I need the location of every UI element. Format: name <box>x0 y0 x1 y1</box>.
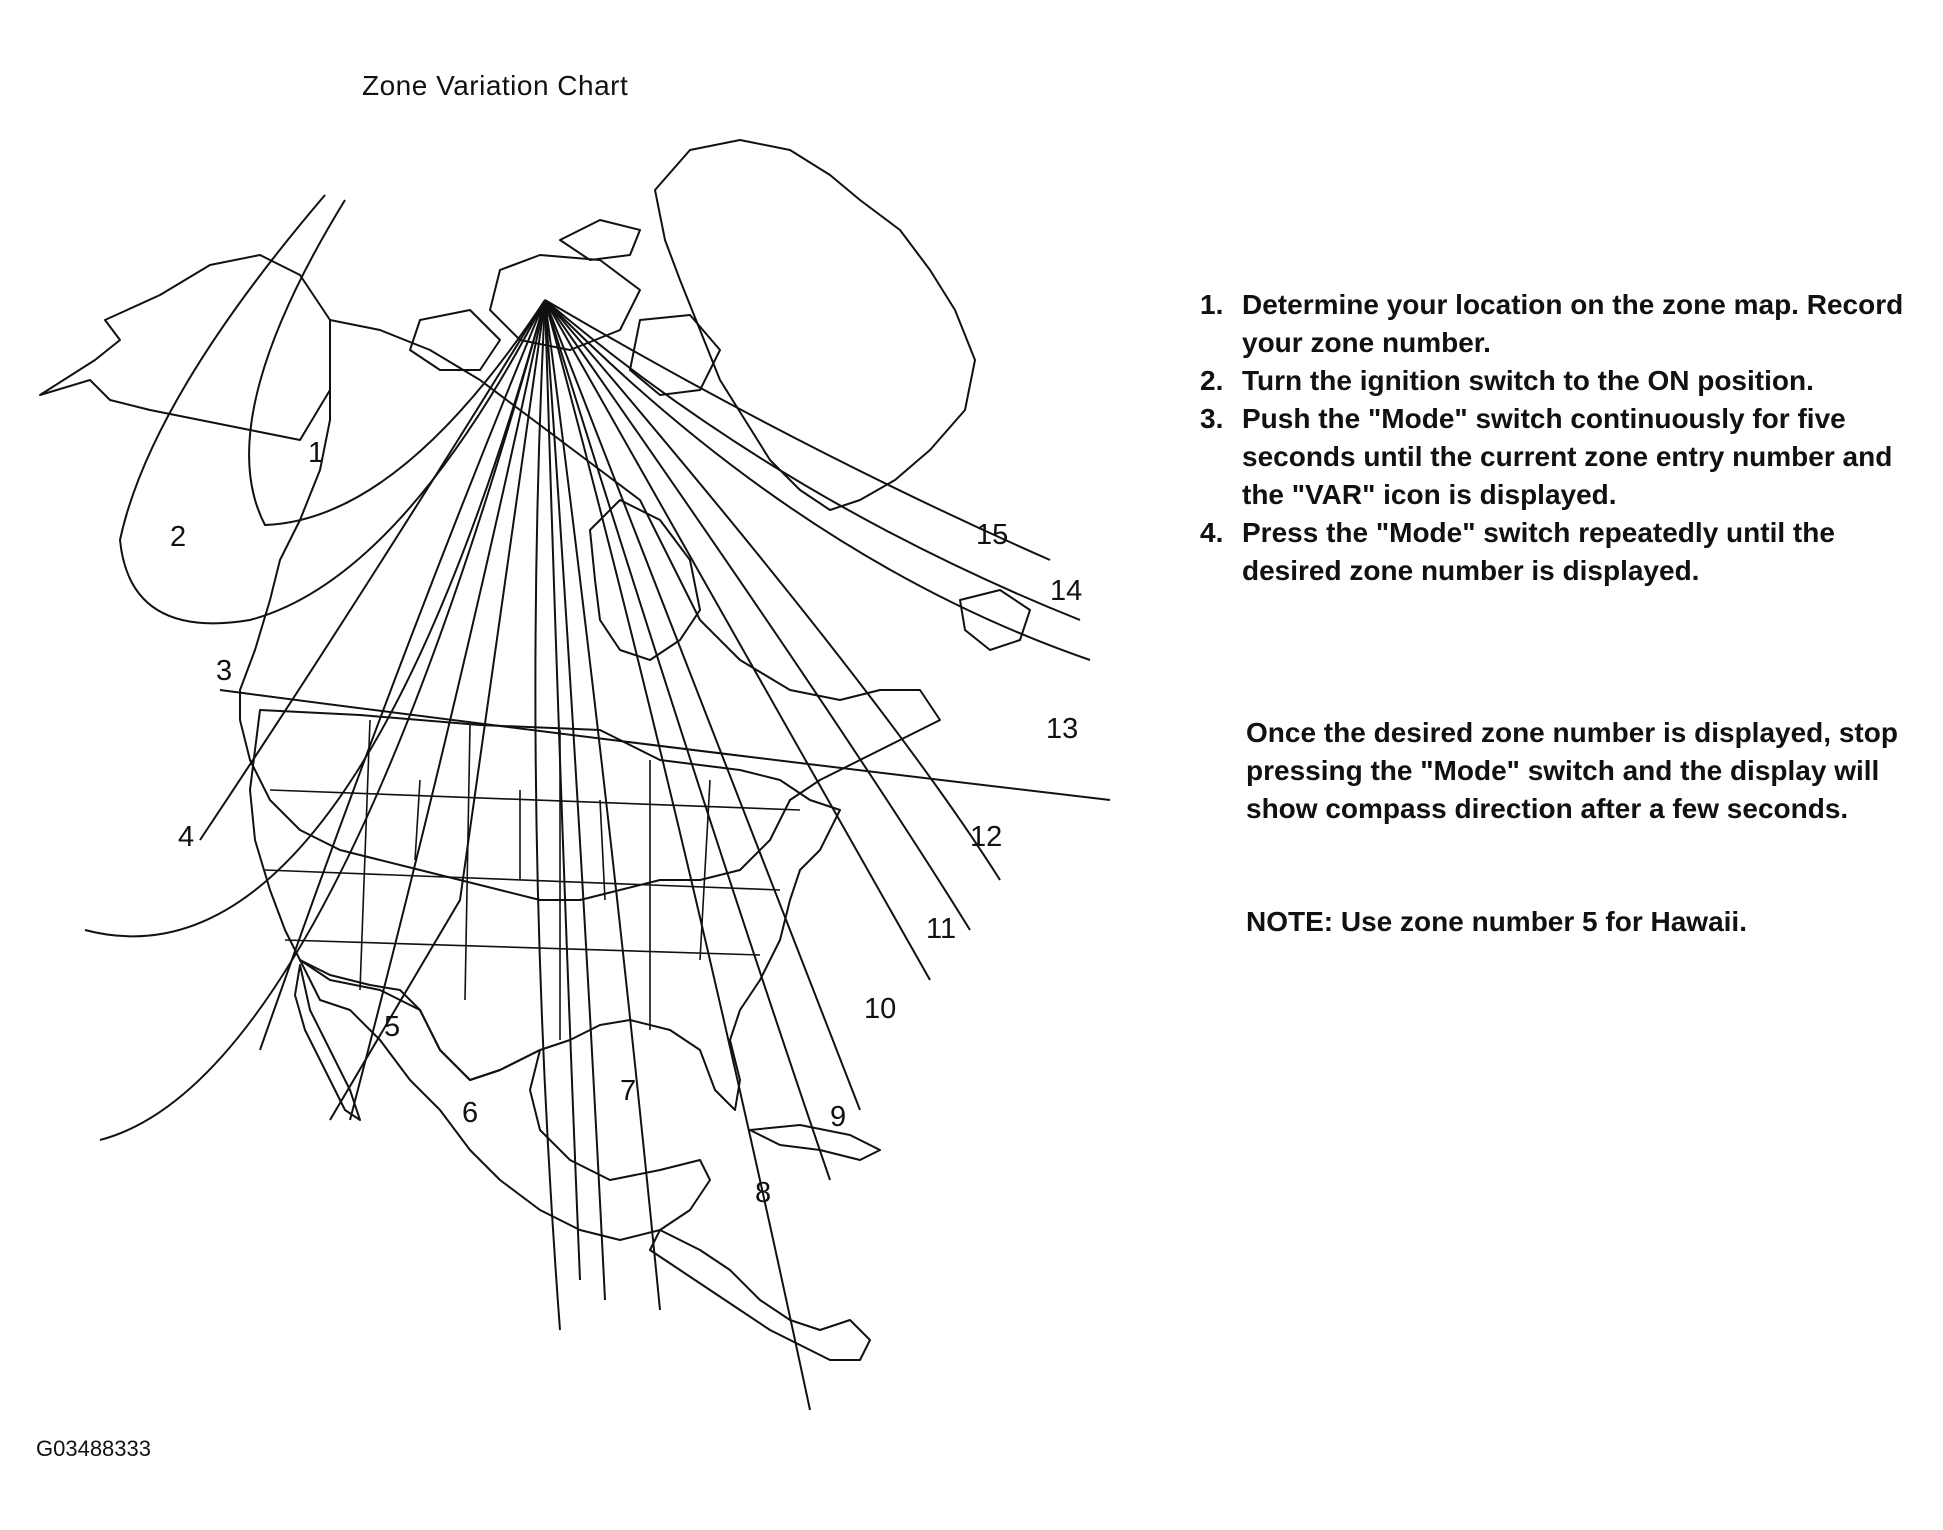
step-text: Press the "Mode" switch repeatedly until the desired zone number is displayed. <box>1242 517 1835 586</box>
step-number: 4. <box>1200 517 1224 548</box>
step-text: Turn the ignition switch to the ON position. <box>1242 365 1814 396</box>
zone-label: 5 <box>384 1011 401 1043</box>
instruction-step <box>1200 362 1940 400</box>
hawaii-note: NOTE: Use zone number 5 for Hawaii. <box>1246 906 1747 937</box>
zone-label: 3 <box>216 655 233 687</box>
usa-outline <box>250 710 840 1110</box>
chart-title: Zone Variation Chart <box>362 70 629 101</box>
central-america-outline <box>650 1230 870 1360</box>
figure-id: G03488333 <box>36 1436 151 1461</box>
zone-label: 10 <box>864 993 897 1025</box>
greenland-outline <box>655 140 975 510</box>
zone-label: 2 <box>170 521 187 553</box>
step-number: 2. <box>1200 365 1224 396</box>
hudson-bay-outline <box>590 500 700 660</box>
instruction-list <box>1200 286 1940 590</box>
newfoundland-outline <box>960 590 1030 650</box>
zone-label: 8 <box>755 1177 772 1209</box>
baja-outline <box>295 965 360 1120</box>
step-text: Determine your location on the zone map. Record your zone number. <box>1242 289 1904 358</box>
zone-label: 15 <box>976 519 1009 551</box>
zone-label: 6 <box>462 1097 479 1129</box>
arctic-islands-outline <box>410 220 720 395</box>
zone-labels <box>170 437 1082 1209</box>
zone-label: 4 <box>178 821 195 853</box>
instruction-step <box>1200 286 1940 362</box>
instruction-step <box>1200 514 1940 590</box>
zone-label: 7 <box>620 1075 637 1107</box>
zone-label: 9 <box>830 1101 847 1133</box>
completion-paragraph: Once the desired zone number is displayed, stop pressing the "Mode" switch and the display will show compass direction after a few seconds. <box>1246 717 1898 824</box>
zone-label: 11 <box>926 913 957 945</box>
alaska-outline <box>40 255 330 440</box>
zone-label: 12 <box>970 821 1003 853</box>
cuba-outline <box>750 1125 880 1160</box>
zone-label: 13 <box>1046 713 1079 745</box>
zone-label: 1 <box>308 437 325 469</box>
instruction-step <box>1200 400 1940 514</box>
step-number: 3. <box>1200 403 1224 434</box>
step-number: 1. <box>1200 289 1224 320</box>
step-text: Push the "Mode" switch continuously for five seconds until the current zone entry number and the "VAR" icon is displayed. <box>1242 403 1893 510</box>
zone-label: 14 <box>1050 575 1083 607</box>
